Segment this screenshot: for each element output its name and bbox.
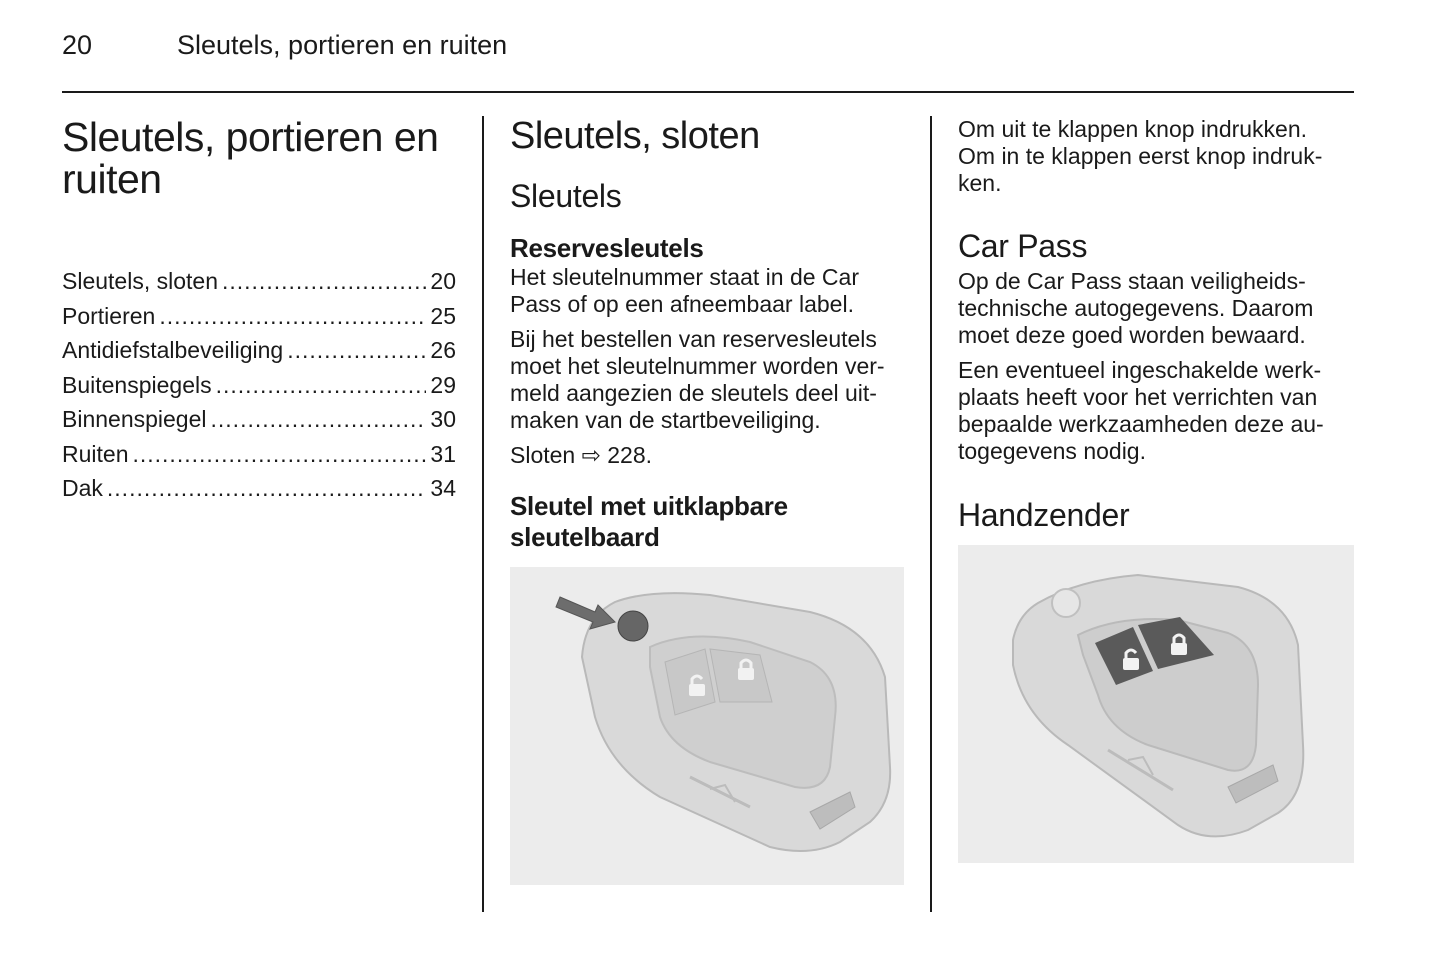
folding-key-heading: Sleutel met uitklapbare sleutelbaard [510,491,788,552]
page-header [62,30,1354,70]
running-title: Sleutels, portieren en ruiten [177,30,508,60]
toc-entry-binnenspiegel[interactable]: Binnenspiegel ..... 30 [62,402,456,437]
transmitter-heading: Handzender [958,497,1130,533]
column-divider [930,116,932,912]
table-of-contents [62,264,456,506]
toc-entry-sleutels-sloten[interactable]: Sleutels, sloten ..... 20 [62,264,456,299]
toc-entry-ruiten[interactable]: Ruiten ..... 31 [62,437,456,472]
fold-instructions: Om uit te klappen knop indrukken. Om in te klappen eerst knop indruk- ken. [958,116,1323,196]
car-pass-paragraph-2: Een eventueel ingeschakelde werk- plaats heeft voor het verrichten van bepaalde werkzaamheden deze au- togegevens nodig. [958,357,1324,464]
toc-entry-buitenspiegels[interactable]: Buitenspiegels ..... 29 [62,368,456,403]
subsection-title: Sleutels [510,178,622,214]
column-toc [62,116,456,506]
header-rule [62,91,1354,93]
release-button [1052,589,1080,617]
car-pass-paragraph-1: Op de Car Pass staan veiligheids- technische autogegevens. Daarom moet deze goed worden bewaard. [958,268,1314,348]
column-car-pass [958,116,1354,863]
arrow-icon [556,597,615,629]
toc-entry-portieren[interactable]: Portieren ..... 25 [62,299,456,334]
remote-transmitter-illustration [958,545,1354,863]
toc-entry-dak[interactable]: Dak ..... 34 [62,471,456,506]
folding-key-illustration [510,567,904,885]
reserve-keys-paragraph: Het sleutelnummer staat in de Car Pass of op een afneembaar label. [510,264,859,317]
section-title: Sleutels, sloten [510,115,760,157]
reserve-keys-heading: Reservesleutels [510,233,704,263]
chapter-title: Sleutels, portieren en ruiten [62,114,439,202]
car-pass-heading: Car Pass [958,228,1088,264]
ordering-keys-paragraph: Bij het bestellen van reservesleutels moet het sleutelnummer worden ver- meld aangezien de sleutels deel uit- maken van de startbeveiliging. [510,326,885,433]
release-button [618,611,648,641]
column-keys [510,116,904,885]
toc-entry-antidiefstalbeveiliging[interactable]: Antidiefstalbeveiliging ..... 26 [62,333,456,368]
page-number: 20 [62,30,93,60]
column-divider [482,116,484,912]
cross-reference-link[interactable]: Sloten ⇨ 228. [510,442,653,468]
